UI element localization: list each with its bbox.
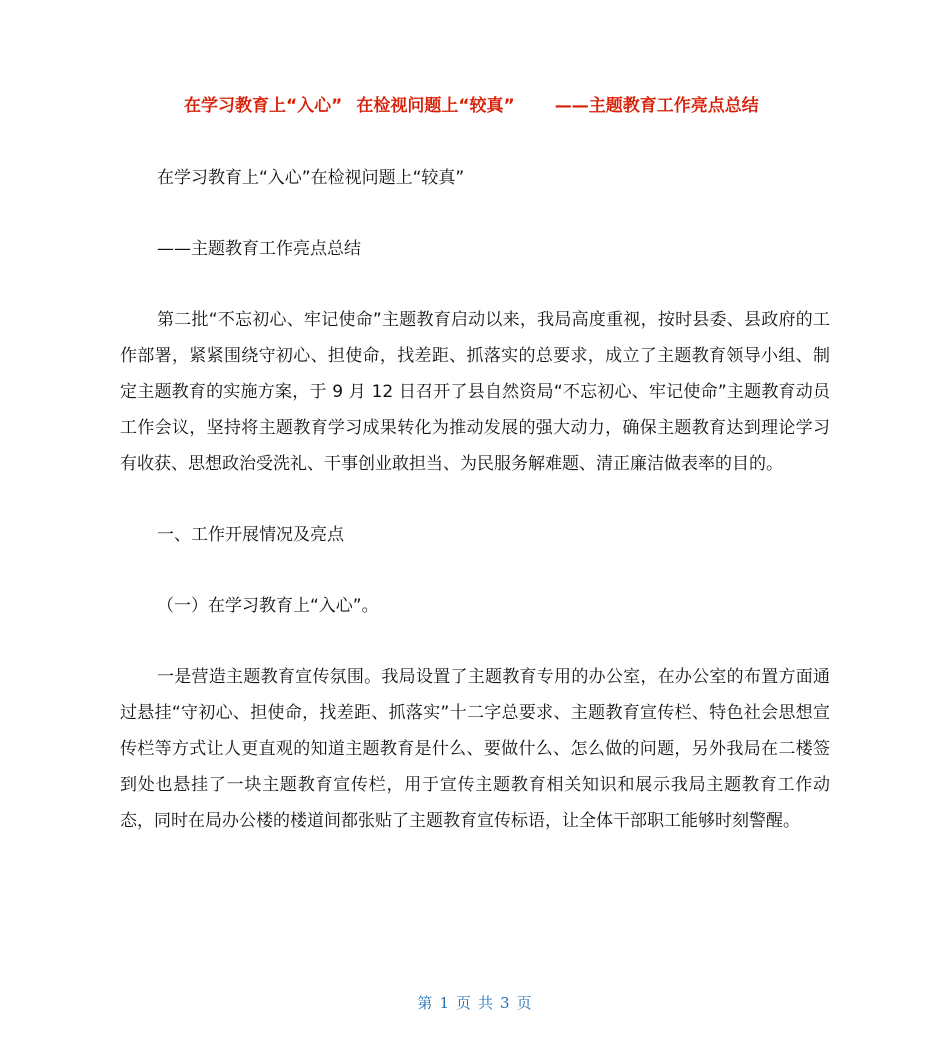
subsection-heading: （一）在学习教育上“入心”。 xyxy=(157,596,379,616)
document-title xyxy=(184,95,864,117)
footer-page-number: 1 xyxy=(439,994,450,1012)
subtitle-line-2: ——主题教育工作亮点总结 xyxy=(157,239,361,259)
title-part-1: 在学习教育上“入心” xyxy=(184,96,343,116)
subtitle-line-1: 在学习教育上“入心”在检视问题上“较真” xyxy=(157,168,465,188)
footer-total-pages: 3 xyxy=(500,994,511,1012)
footer-total-word: 共 xyxy=(478,994,495,1012)
footer-suffix: 页 xyxy=(516,994,533,1012)
title-part-2: 在检视问题上“较真” xyxy=(356,96,515,116)
footer-prefix: 第 xyxy=(417,994,434,1012)
title-part-3: ——主题教育工作亮点总结 xyxy=(554,96,759,116)
footer-page-word: 页 xyxy=(455,994,472,1012)
intro-paragraph: 第二批“不忘初心、牢记使命”主题教育启动以来，我局高度重视，按时县委、县政府的工作部署，紧紧围绕守初心、担使命，找差距、抓落实的总要求，成立了主题教育领导小组、制定主题教育的实施方案，于 9 月 12 日召开了县自然资局“不忘初心、牢记使命”主题教育动员工作会议，坚持将主题教育学习成果转化为推动发展的强大动力，确保主题教育达到理论学习有收获、思想政治受洗礼、干事创业敢担当、为民服务解难题、清正廉洁做表率的目的。 xyxy=(120,310,830,474)
page-footer xyxy=(0,992,950,1013)
body-paragraph: 一是营造主题教育宣传氛围。我局设置了主题教育专用的办公室，在办公室的布置方面通过悬挂“守初心、担使命，找差距、抓落实”十二字总要求、主题教育宣传栏、特色社会思想宣传栏等方式让人更直观的知道主题教育是什么、要做什么、怎么做的问题，另外我局在二楼签到处也悬挂了一块主题教育宣传栏，用于宣传主题教育相关知识和展示我局主题教育工作动态，同时在局办公楼的楼道间都张贴了主题教育宣传标语，让全体干部职工能够时刻警醒。 xyxy=(120,667,830,831)
section-heading: 一、工作开展情况及亮点 xyxy=(157,525,344,545)
document-body xyxy=(120,160,830,874)
